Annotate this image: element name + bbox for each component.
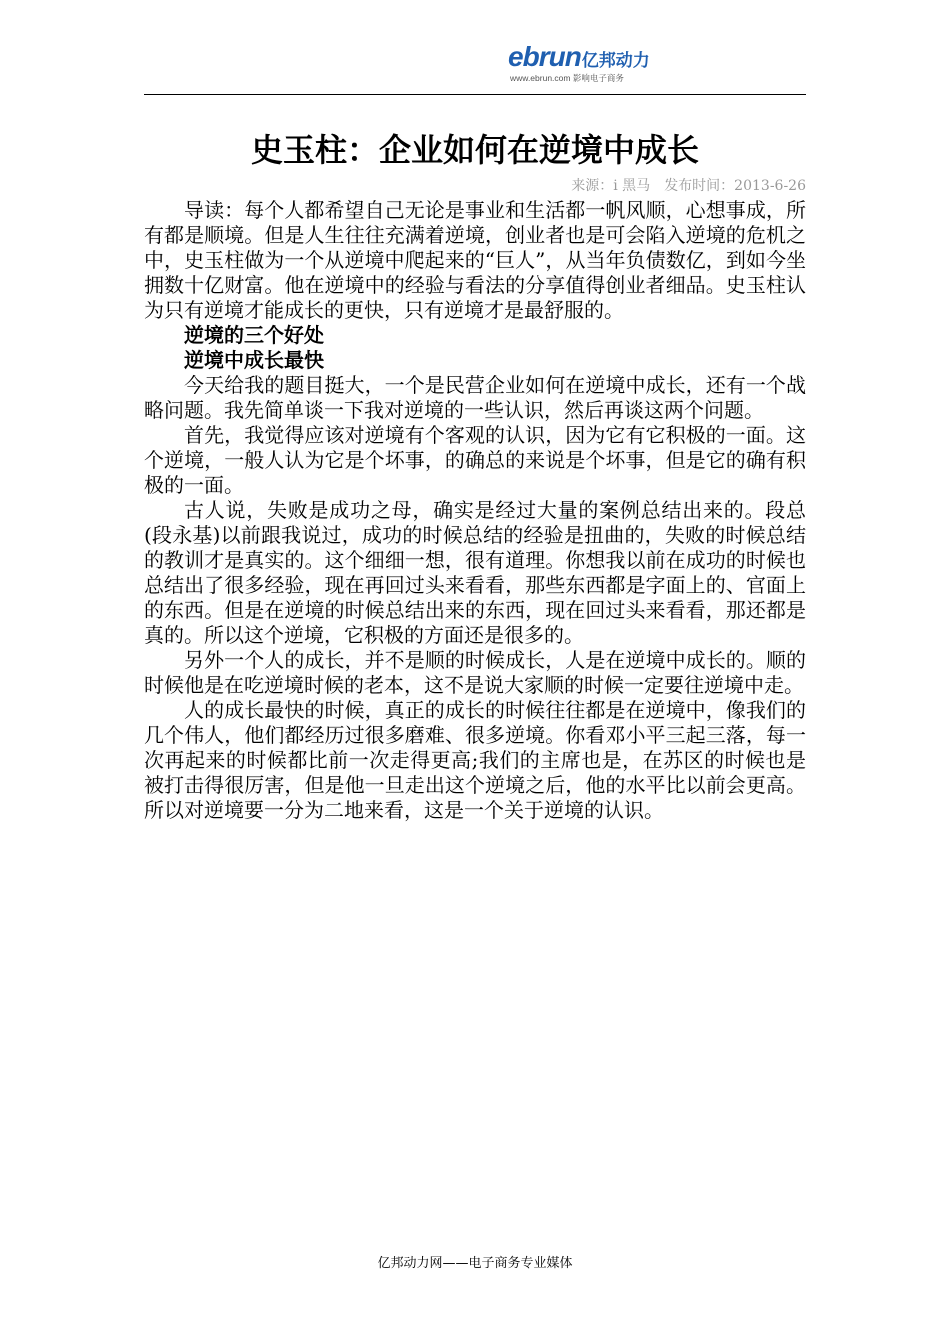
logo-chinese: 亿邦动力 [581, 51, 650, 71]
paragraph-4: 另外一个人的成长，并不是顺的时候成长，人是在逆境中成长的。顺的时候他是在吃逆境时候的老本，这不是说大家顺的时候一定要往逆境中走。 [144, 648, 806, 697]
page-footer: 亿邦动力网——电子商务专业媒体 [377, 1256, 573, 1271]
logo-word-eb: eb [508, 41, 539, 72]
logo-word-run: run [538, 41, 581, 72]
article-lead: 导读：每个人都希望自己无论是事业和生活都一帆风顺，心想事成，所有都是顺境。但是人生往往充满着逆境，创业者也是可会陷入逆境的危机之中，史玉柱做为一个从逆境中爬起来的“巨人”，从当年负债数亿，到如今坐拥数十亿财富。他在逆境中的经验与看法的分享值得创业者细品。史玉柱认为只有逆境才能成长的更快，只有逆境才是最舒服的。 [144, 198, 806, 322]
article-body [144, 198, 806, 823]
article-title: 史玉柱：企业如何在逆境中成长 [250, 131, 699, 169]
paragraph-1: 今天给我的题目挺大，一个是民营企业如何在逆境中成长，还有一个战略问题。我先简单谈一下我对逆境的一些认识，然后再谈这两个问题。 [144, 373, 806, 422]
article-source: 来源：i 黑马 [571, 178, 651, 194]
article-date: 发布时间：2013-6-26 [664, 178, 806, 194]
paragraph-3: 古人说，失败是成功之母，确实是经过大量的案例总结出来的。段总(段永基)以前跟我说过，成功的时候总结的经验是扭曲的，失败的时候总结的教训才是真实的。这个细细一想，很有道理。你想我以前在成功的时候也总结出了很多经验，现在再回过头来看看，那些东西都是字面上的、官面上的东西。但是在逆境的时候总结出来的东西，现在回过头来看看，那还都是真的。所以这个逆境，它积极的方面还是很多的。 [144, 498, 806, 647]
logo-wordmark [508, 42, 650, 76]
logo-subtitle: www.ebrun.com 影响电子商务 [510, 73, 624, 83]
article-meta [571, 176, 806, 196]
subheading-2: 逆境中成长最快 [184, 348, 324, 372]
paragraph-2: 首先，我觉得应该对逆境有个客观的认识，因为它有它积极的一面。这个逆境，一般人认为它是个坏事，的确总的来说是个坏事，但是它的确有积极的一面。 [144, 423, 806, 497]
header-divider [144, 94, 806, 95]
paragraph-5: 人的成长最快的时候，真正的成长的时候往往都是在逆境中，像我们的几个伟人，他们都经历过很多磨难、很多逆境。你看邓小平三起三落，每一次再起来的时候都比前一次走得更高;我们的主席也是，在苏区的时候也是被打击得很厉害，但是他一旦走出这个逆境之后，他的水平比以前会更高。所以对逆境要一分为二地来看，这是一个关于逆境的认识。 [144, 698, 806, 822]
subheading-1: 逆境的三个好处 [184, 323, 324, 347]
ebrun-logo [508, 42, 678, 86]
